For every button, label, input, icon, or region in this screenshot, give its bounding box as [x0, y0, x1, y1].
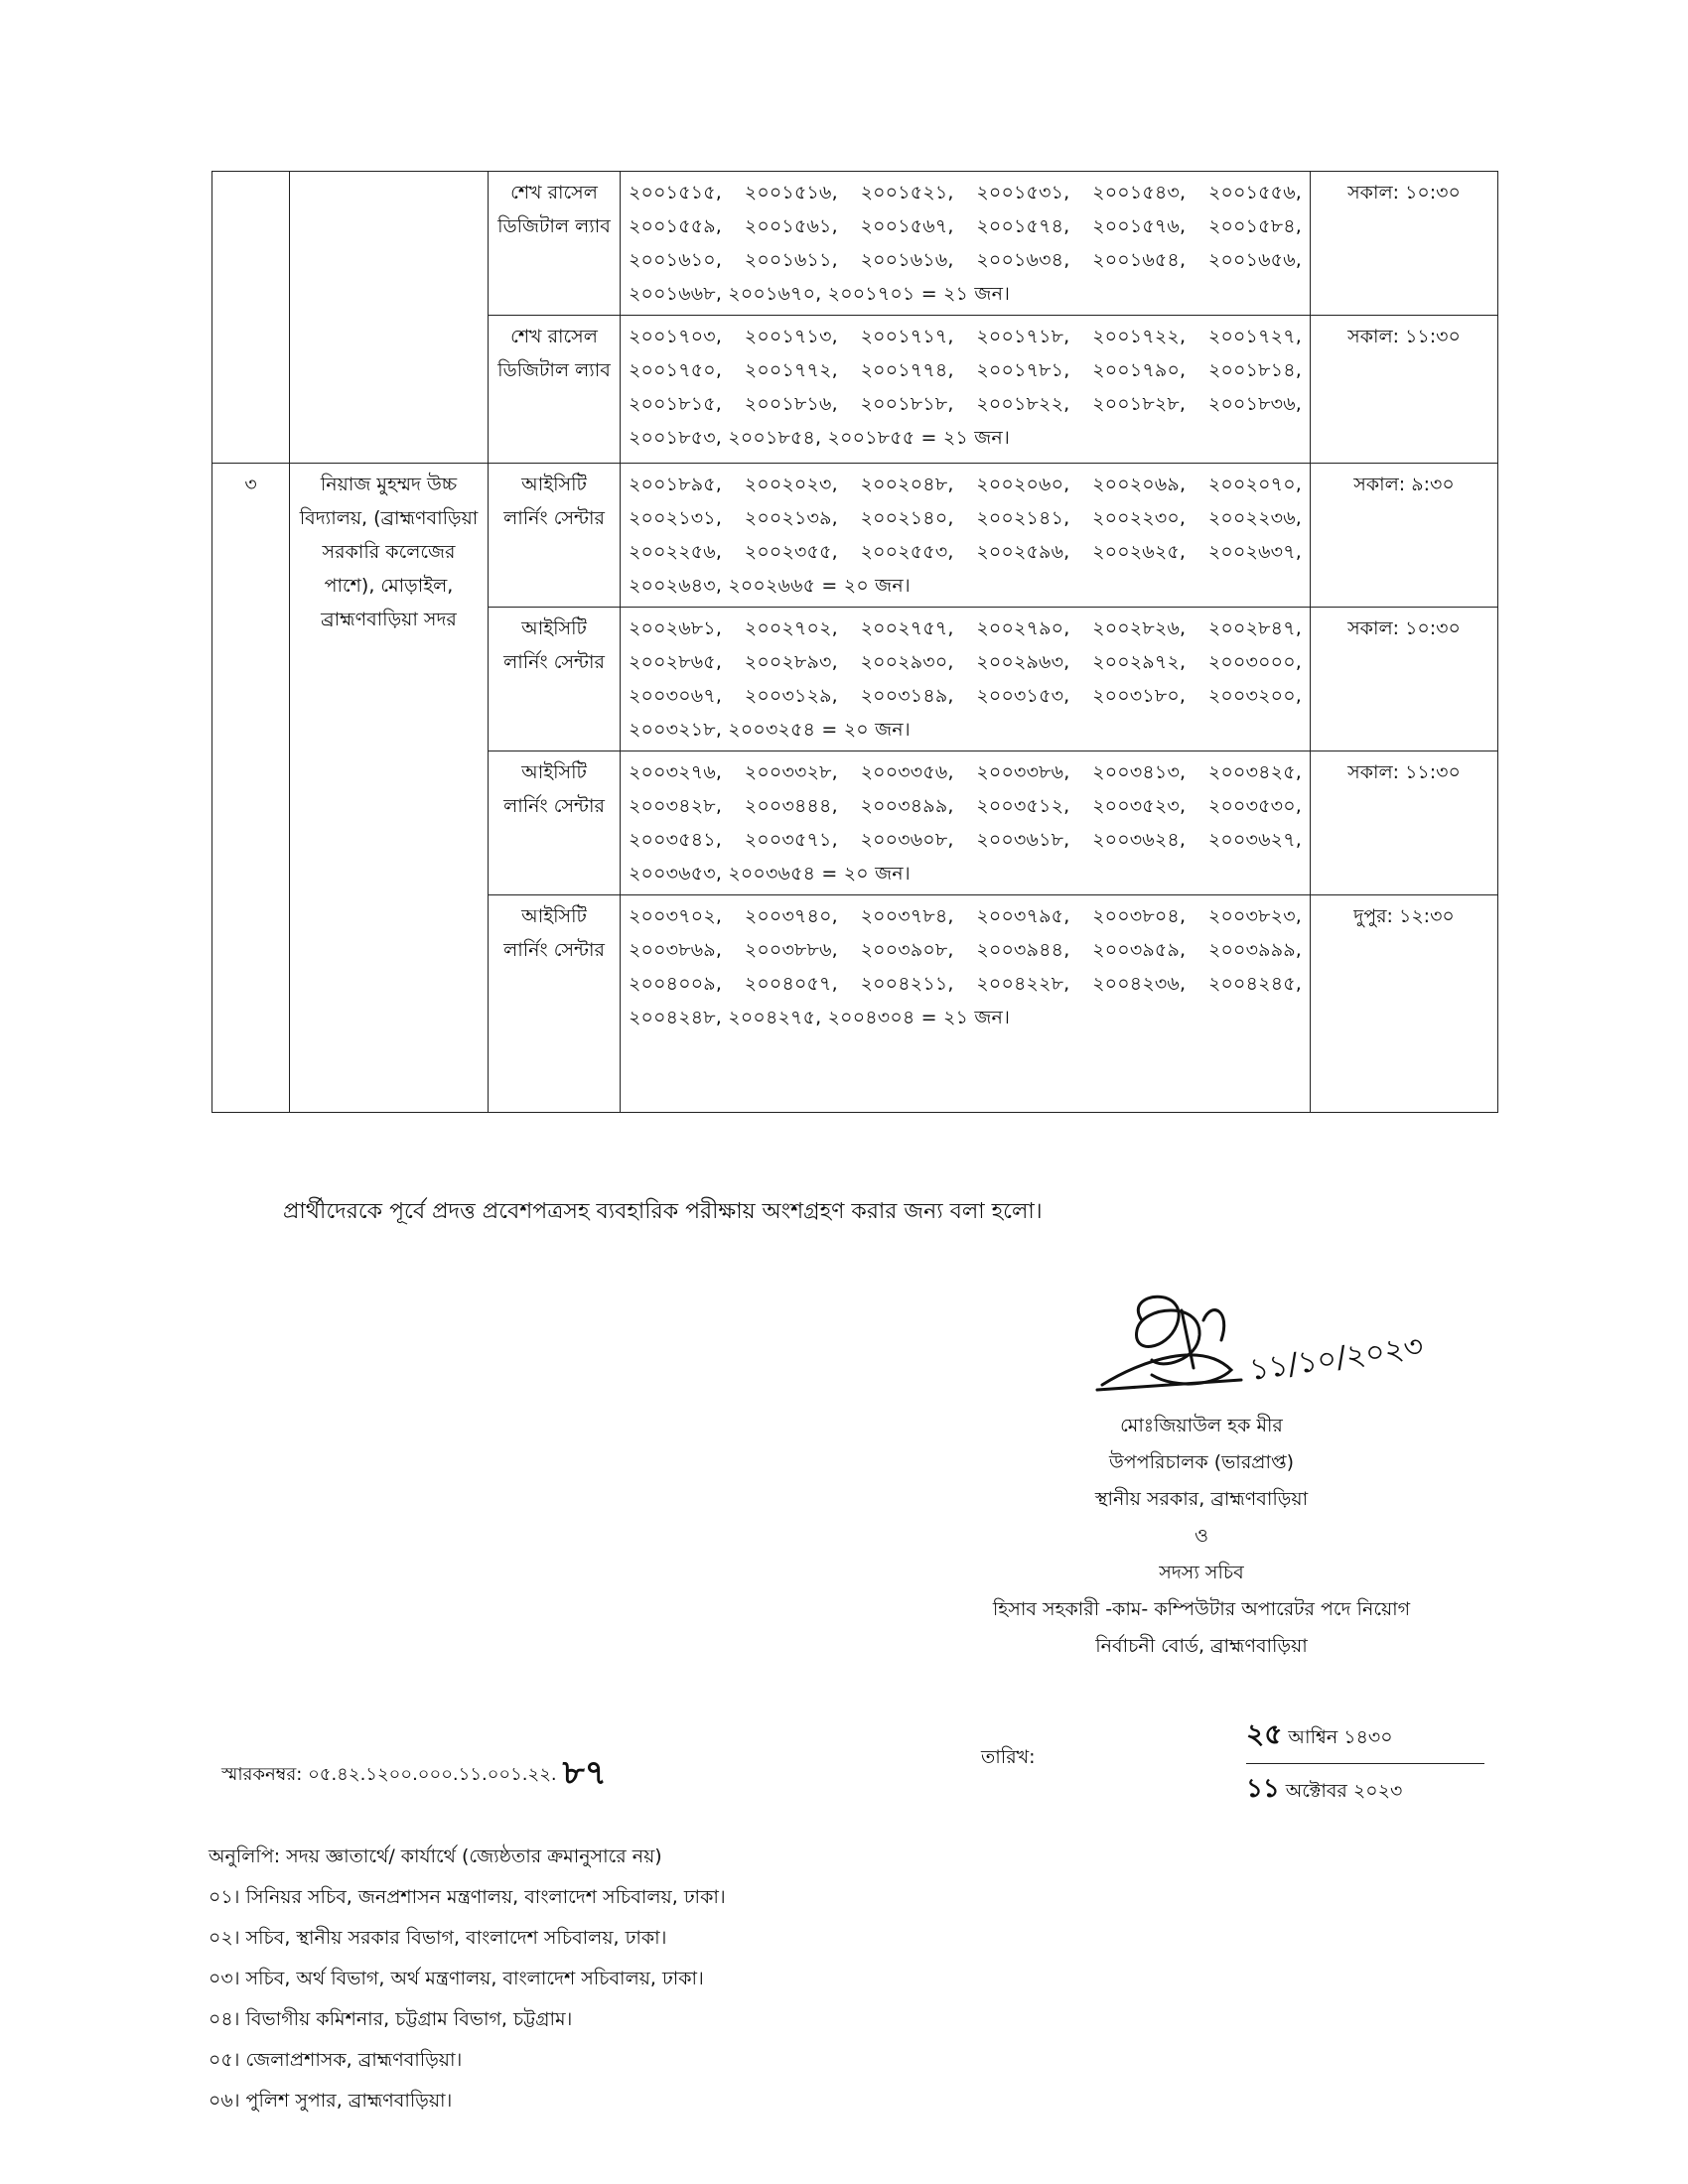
memo-label: স্মারকনম্বর:: [221, 1764, 303, 1785]
time-cell: সকাল: ১১:৩০: [1311, 751, 1498, 895]
english-month-year: অক্টোবর ২০২৩: [1285, 1780, 1403, 1802]
signatory-name: মোঃজিয়াউল হক মীর: [1120, 1415, 1283, 1436]
copy-list: [209, 1837, 726, 2121]
list-item: ০২। সচিব, স্থানীয় সরকার বিভাগ, বাংলাদেশ সচিবালয়, ঢাকা।: [209, 1927, 667, 1949]
lab-cell: আইসিটি লার্নিং সেন্টার: [489, 464, 621, 608]
serial-cell: ৩: [212, 464, 290, 1113]
time-cell: সকাল: ৯:৩০: [1311, 464, 1498, 608]
bangla-month-year: আশ্বিন ১৪৩০: [1288, 1726, 1393, 1748]
memo-handwritten-suffix: ৮৭: [562, 1753, 607, 1793]
table-row: [212, 172, 1498, 316]
memo-number-value: ০৫.৪২.১২০০.০০০.১১.০০১.২২.: [308, 1764, 557, 1785]
english-date: [1246, 1764, 1484, 1812]
list-item: ০১। সিনিয়র সচিব, জনপ্রশাসন মন্ত্রণালয়, বাংলাদেশ সচিবালয়, ঢাকা।: [209, 1886, 726, 1908]
signature-date: ১১/১০/২০২৩: [1247, 1328, 1426, 1388]
lab-cell: আইসিটি লার্নিং সেন্টার: [489, 895, 621, 1113]
time-cell: সকাল: ১১:৩০: [1311, 316, 1498, 464]
instruction-text: প্রার্থীদেরকে পূর্বে প্রদত্ত প্রবেশপত্রসহ ব্যবহারিক পরীক্ষায় অংশগ্রহণ করার জন্য বলা হলো।: [283, 1199, 1043, 1224]
roll-list-cell: ২০০১৫১৫, ২০০১৫১৬, ২০০১৫২১, ২০০১৫৩১, ২০০১৫৪৩, ২০০১৫৫৬, ২০০১৫৫৯, ২০০১৫৬১, ২০০১৫৬৭, ২০০১৫৭৪, ২০০১৫৭৬, ২০০১৫৮৪, ২০০১৬১০, ২০০১৬১১, ২০০১৬১৬, ২০০১৬৩৪, ২০০১৬৫৪, ২০০১৬৫৬, ২০০১৬৬৮, ২০০১৬৭০, ২০০১৭০১ = ২১ জন।: [621, 172, 1311, 316]
board-line-1: হিসাব সহকারী -কাম- কম্পিউটার অপারেটর পদে নিয়োগ: [992, 1598, 1411, 1620]
institution-cell: নিয়াজ মুহম্মদ উচ্চ বিদ্যালয়, (ব্রাহ্মণবাড়িয়া সরকারি কলেজের পাশে), মোড়াইল, ব্রাহ্মণবাড়িয়া সদর: [290, 464, 489, 1113]
date-box: [1246, 1712, 1484, 1812]
lab-cell: আইসিটি লার্নিং সেন্টার: [489, 608, 621, 751]
signatory-designation: উপপরিচালক (ভারপ্রাপ্ত): [1109, 1451, 1294, 1473]
serial-cell: [212, 172, 290, 464]
signatory-conjunction: ও: [1195, 1525, 1208, 1547]
signatory-block: [992, 1408, 1411, 1665]
table-row: [212, 464, 1498, 608]
signatory-office: স্থানীয় সরকার, ব্রাহ্মণবাড়িয়া: [1094, 1488, 1309, 1510]
list-item: ০৬। পুলিশ সুপার, ব্রাহ্মণবাড়িয়া।: [209, 2090, 453, 2112]
board-line-2: নির্বাচনী বোর্ড, ব্রাহ্মণবাড়িয়া: [1095, 1635, 1308, 1657]
bangla-day: ২৫: [1246, 1717, 1283, 1750]
roll-list-cell: ২০০৩৭০২, ২০০৩৭৪০, ২০০৩৭৮৪, ২০০৩৭৯৫, ২০০৩৮০৪, ২০০৩৮২৩, ২০০৩৮৬৯, ২০০৩৮৮৬, ২০০৩৯০৮, ২০০৩৯৪৪, ২০০৩৯৫৯, ২০০৩৯৯৯, ২০০৪০০৯, ২০০৪০৫৭, ২০০৪২১১, ২০০৪২২৮, ২০০৪২৩৬, ২০০৪২৪৫, ২০০৪২৪৮, ২০০৪২৭৫, ২০০৪৩০৪ = ২১ জন।: [621, 895, 1311, 1113]
roll-list-cell: ২০০১৮৯৫, ২০০২০২৩, ২০০২০৪৮, ২০০২০৬০, ২০০২০৬৯, ২০০২০৭০, ২০০২১৩১, ২০০২১৩৯, ২০০২১৪০, ২০০২১৪১, ২০০২২৩০, ২০০২২৩৬, ২০০২২৫৬, ২০০২৩৫৫, ২০০২৫৫৩, ২০০২৫৯৬, ২০০২৬২৫, ২০০২৬৩৭, ২০০২৬৪৩, ২০০২৬৬৫ = ২০ জন।: [621, 464, 1311, 608]
english-day: ১১: [1246, 1774, 1280, 1804]
time-cell: দুপুর: ১২:৩০: [1311, 895, 1498, 1113]
list-item: ০৫। জেলাপ্রশাসক, ব্রাহ্মণবাড়িয়া।: [209, 2049, 463, 2071]
bangla-date: [1246, 1712, 1484, 1764]
memo-number: [221, 1747, 607, 1804]
lab-cell: শেখ রাসেল ডিজিটাল ল্যাব: [489, 316, 621, 464]
list-item: ০৪। বিভাগীয় কমিশনার, চট্টগ্রাম বিভাগ, চট্টগ্রাম।: [209, 2008, 573, 2030]
institution-cell: [290, 172, 489, 464]
signatory-role: সদস্য সচিব: [1159, 1562, 1244, 1583]
date-label: তারিখ:: [981, 1746, 1036, 1768]
roll-list-cell: ২০০২৬৮১, ২০০২৭০২, ২০০২৭৫৭, ২০০২৭৯০, ২০০২৮২৬, ২০০২৮৪৭, ২০০২৮৬৫, ২০০২৮৯৩, ২০০২৯৩০, ২০০২৯৬৩, ২০০২৯৭২, ২০০৩০০০, ২০০৩০৬৭, ২০০৩১২৯, ২০০৩১৪৯, ২০০৩১৫৩, ২০০৩১৮০, ২০০৩২০০, ২০০৩২১৮, ২০০৩২৫৪ = ২০ জন।: [621, 608, 1311, 751]
time-cell: সকাল: ১০:৩০: [1311, 608, 1498, 751]
roll-list-cell: ২০০৩২৭৬, ২০০৩৩২৮, ২০০৩৩৫৬, ২০০৩৩৮৬, ২০০৩৪১৩, ২০০৩৪২৫, ২০০৩৪২৮, ২০০৩৪৪৪, ২০০৩৪৯৯, ২০০৩৫১২, ২০০৩৫২৩, ২০০৩৫৩০, ২০০৩৫৪১, ২০০৩৫৭১, ২০০৩৬০৮, ২০০৩৬১৮, ২০০৩৬২৪, ২০০৩৬২৭, ২০০৩৬৫৩, ২০০৩৬৫৪ = ২০ জন।: [621, 751, 1311, 895]
copy-list-heading: অনুলিপি: সদয় জ্ঞাতার্থে/ কার্যার্থে (জ্যেষ্ঠতার ক্রমানুসারে নয়): [209, 1845, 662, 1867]
roll-list-cell: ২০০১৭০৩, ২০০১৭১৩, ২০০১৭১৭, ২০০১৭১৮, ২০০১৭২২, ২০০১৭২৭, ২০০১৭৫০, ২০০১৭৭২, ২০০১৭৭৪, ২০০১৭৮১, ২০০১৭৯০, ২০০১৮১৪, ২০০১৮১৫, ২০০১৮১৬, ২০০১৮১৮, ২০০১৮২২, ২০০১৮২৮, ২০০১৮৩৬, ২০০১৮৫৩, ২০০১৮৫৪, ২০০১৮৫৫ = ২১ জন।: [621, 316, 1311, 464]
list-item: ০৩। সচিব, অর্থ বিভাগ, অর্থ মন্ত্রণালয়, বাংলাদেশ সচিবালয়, ঢাকা।: [209, 1968, 704, 1989]
exam-schedule-table: [211, 171, 1498, 1113]
lab-cell: শেখ রাসেল ডিজিটাল ল্যাব: [489, 172, 621, 316]
lab-cell: আইসিটি লার্নিং সেন্টার: [489, 751, 621, 895]
time-cell: সকাল: ১০:৩০: [1311, 172, 1498, 316]
